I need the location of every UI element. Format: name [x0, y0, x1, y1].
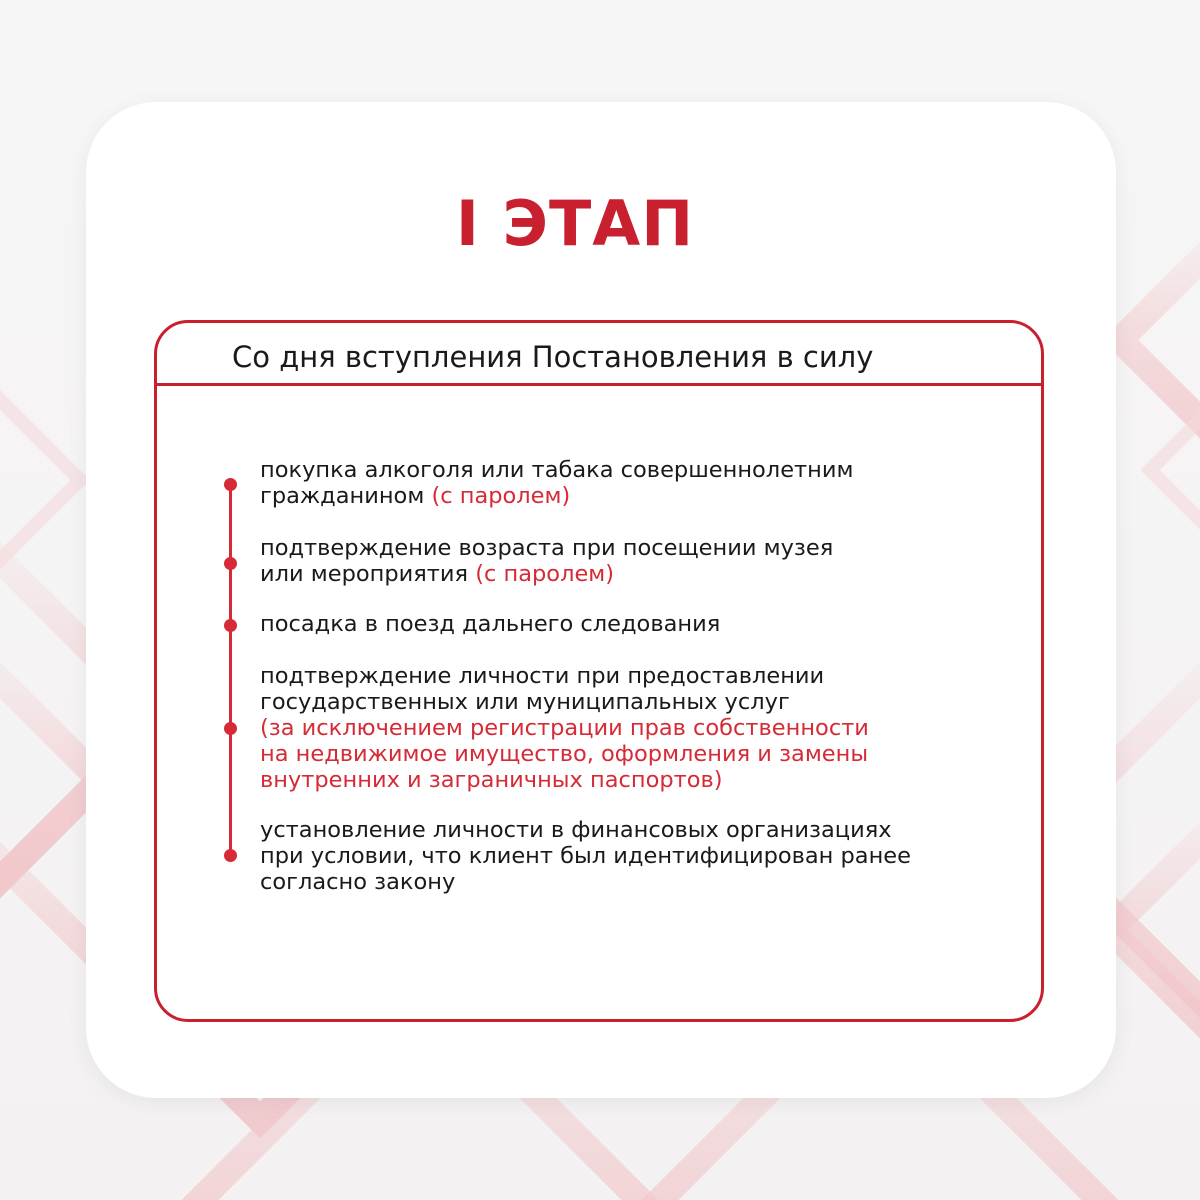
item-text: посадка в поезд дальнего следования: [260, 611, 721, 637]
stage-title: I ЭТАП: [455, 187, 695, 260]
list-item: [260, 457, 1020, 509]
list-item: [260, 817, 1020, 895]
timeline-dot: [224, 849, 237, 862]
timeline-dot: [224, 722, 237, 735]
section-header-text: Со дня вступления Постановления в силу: [232, 340, 874, 374]
item-note: (с паролем): [431, 483, 571, 509]
item-text: подтверждение возраста при посещении музея: [260, 535, 834, 561]
timeline-line: [229, 481, 232, 855]
timeline-dot: [224, 557, 237, 570]
item-text: подтверждение личности при предоставлении: [260, 663, 825, 689]
item-text: гражданином: [260, 483, 425, 509]
item-text: покупка алкоголя или табака совершеннолетним: [260, 457, 854, 483]
item-text: при условии, что клиент был идентифицирован ранее: [260, 843, 911, 869]
item-note: на недвижимое имущество, оформления и замены: [260, 741, 869, 767]
item-text: государственных или муниципальных услуг: [260, 689, 790, 715]
list-item: [260, 535, 1020, 587]
item-text: согласно закону: [260, 869, 456, 895]
item-text: установление личности в финансовых организациях: [260, 817, 892, 843]
item-note: внутренних и заграничных паспортов): [260, 767, 723, 793]
section-header: [157, 323, 1041, 386]
item-note: (за исключением регистрации прав собственности: [260, 715, 869, 741]
timeline-dot: [224, 478, 237, 491]
section-box: [154, 320, 1044, 1022]
list-item: [260, 663, 1020, 793]
list-item: [260, 611, 1020, 637]
timeline-dot: [224, 619, 237, 632]
item-note: (с паролем): [475, 561, 615, 587]
item-text: или мероприятия: [260, 561, 469, 587]
